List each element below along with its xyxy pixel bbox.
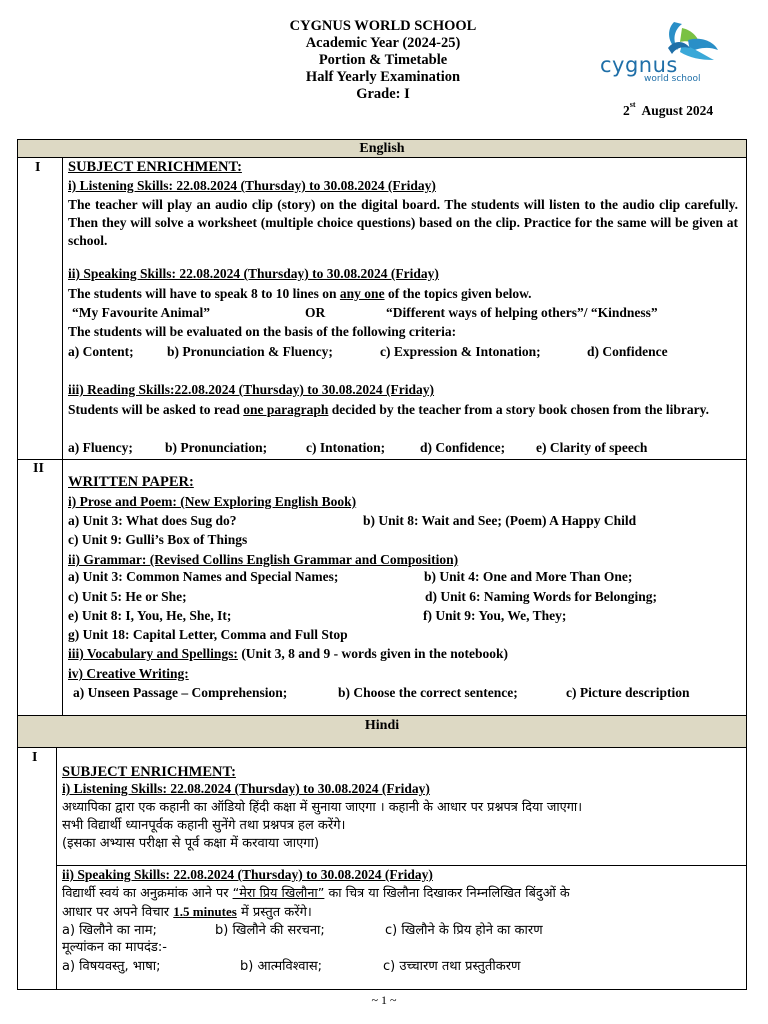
hindi-criteria-item: c) उच्चारण तथा प्रस्तुतीकरण xyxy=(383,959,521,974)
hindi-listening-title: i) Listening Skills: 22.08.2024 (Thursday) to 30.08.2024 (Friday) xyxy=(62,781,430,796)
hindi-listening-line: (इसका अभ्यास परीक्षा से पूर्व कक्षा में करवाया जाएगा) xyxy=(62,836,320,851)
syllabus-item: a) Unit 3: Common Names and Special Names; xyxy=(68,569,339,584)
syllabus-item: b) Unit 4: One and More Than One; xyxy=(424,569,633,584)
written-paper-heading: WRITTEN PAPER: xyxy=(68,474,194,490)
english-title: English xyxy=(359,141,405,156)
hindi-enrichment-heading: SUBJECT ENRICHMENT: xyxy=(62,764,236,780)
creative-title: iv) Creative Writing: xyxy=(68,666,189,681)
syllabus-item: a) Unseen Passage – Comprehension; xyxy=(73,685,288,700)
hindi-point: b) खिलौने की सरचना; xyxy=(215,923,325,938)
reading-criteria-item: d) Confidence; xyxy=(420,440,506,455)
syllabus-item: e) Unit 8: I, You, He, She, It; xyxy=(68,608,232,623)
enrichment-heading: SUBJECT ENRICHMENT: xyxy=(68,159,242,175)
criteria-item: c) Expression & Intonation; xyxy=(380,344,541,359)
listening-text: The teacher will play an audio clip (story) on the digital board. The students will listen to the audio clip carefully. Then they will solve a worksheet (multiple choice questions) based on the clip. Practice for the same will be given at school. xyxy=(68,197,738,248)
hindi-point: a) खिलौने का नाम; xyxy=(62,923,157,938)
hindi-speaking-line: आधार पर अपने विचार 1.5 minutes में प्रस्तुत करेंगे। xyxy=(62,904,312,920)
hindi-criteria-item: a) विषयवस्तु, भाषा; xyxy=(62,959,161,974)
speaking-title: ii) Speaking Skills: 22.08.2024 (Thursday) to 30.08.2024 (Friday) xyxy=(68,266,439,281)
page-number: ~ 1 ~ xyxy=(371,993,397,1007)
syllabus-item: b) Unit 8: Wait and See; (Poem) A Happy Child xyxy=(363,513,637,528)
syllabus-item: a) Unit 3: What does Sug do? xyxy=(68,513,237,528)
topic-one: “My Favourite Animal” xyxy=(72,305,210,320)
topic-two: “Different ways of helping others”/ “Kindness” xyxy=(386,305,658,320)
criteria-item: d) Confidence xyxy=(587,344,668,359)
hindi-listening-line: अध्यापिका द्वारा एक कहानी का ऑडियो हिंदी कक्षा में सुनाया जाएगा । कहानी के आधार पर प्रश्नपत्र दिया जाएगा। xyxy=(62,800,583,815)
criteria-item: a) Content; xyxy=(68,344,134,359)
grade-label: Grade: I xyxy=(356,86,410,102)
reading-instruction: Students will be asked to read one paragraph decided by the teacher from a story book chosen from the library. xyxy=(68,402,710,417)
vocabulary-line: iii) Vocabulary and Spellings: (Unit 3, 8 and 9 - words given in the notebook) xyxy=(68,646,508,661)
portion-title: Portion & Timetable xyxy=(318,52,448,68)
syllabus-item: b) Choose the correct sentence; xyxy=(338,685,518,700)
section-number: I xyxy=(32,750,38,765)
reading-criteria-item: c) Intonation; xyxy=(306,440,386,455)
hindi-point: c) खिलौने के प्रिय होने का कारण xyxy=(385,923,543,938)
prose-title: i) Prose and Poem: (New Exploring English Book) xyxy=(68,494,357,509)
hindi-column-divider xyxy=(56,747,57,990)
speaking-instruction: The students will have to speak 8 to 10 lines on any one of the topics given below. xyxy=(68,286,532,301)
school-logo xyxy=(596,18,726,86)
reading-criteria-item: a) Fluency; xyxy=(68,440,133,455)
hindi-criteria-intro: मूल्यांकन का मापदंड:- xyxy=(62,940,167,955)
reading-criteria-item: b) Pronunciation; xyxy=(165,440,268,455)
criteria-intro: The students will be evaluated on the basis of the following criteria: xyxy=(68,324,457,339)
grammar-title: ii) Grammar: (Revised Collins English Grammar and Composition) xyxy=(68,552,459,567)
hindi-speaking-title: ii) Speaking Skills: 22.08.2024 (Thursday) to 30.08.2024 (Friday) xyxy=(62,867,433,882)
english-title-band xyxy=(17,139,747,158)
syllabus-item: f) Unit 9: You, We, They; xyxy=(423,608,567,623)
english-row-divider xyxy=(17,459,747,460)
hindi-listening-line: सभी विद्यार्थी ध्यानपूर्वक कहानी सुनेंगे तथा प्रश्नपत्र हल करेंगे। xyxy=(62,818,346,833)
syllabus-item: d) Unit 6: Naming Words for Belonging; xyxy=(425,589,658,604)
hindi-row-divider xyxy=(56,865,747,866)
hindi-title-band xyxy=(17,715,747,748)
syllabus-item: c) Picture description xyxy=(566,685,690,700)
hindi-title: Hindi xyxy=(364,718,400,733)
section-number: II xyxy=(33,461,44,476)
listening-title: i) Listening Skills: 22.08.2024 (Thursday) to 30.08.2024 (Friday) xyxy=(68,178,436,193)
logo-subtext: world school xyxy=(644,74,701,84)
criteria-item: b) Pronunciation & Fluency; xyxy=(167,344,333,359)
reading-title: iii) Reading Skills:22.08.2024 (Thursday) to 30.08.2024 (Friday) xyxy=(68,382,435,397)
hindi-speaking-line: विद्यार्थी स्वयं का अनुक्रमांक आने पर “मेरा प्रिय खिलौना” का चित्र या खिलौना दिखाकर निम्नलिखित बिंदुओं के xyxy=(62,886,570,901)
school-name: CYGNUS WORLD SCHOOL xyxy=(289,18,477,34)
syllabus-item: c) Unit 5: He or She; xyxy=(68,589,187,604)
syllabus-item: g) Unit 18: Capital Letter, Comma and Full Stop xyxy=(68,627,348,642)
document-date: 2st August 2024 xyxy=(623,100,714,118)
logo-wordmark: cygnus xyxy=(600,53,678,77)
reading-criteria-item: e) Clarity of speech xyxy=(536,440,648,455)
section-number: I xyxy=(35,160,41,175)
topic-or: OR xyxy=(305,305,326,320)
academic-year: Academic Year (2024-25) xyxy=(305,35,461,51)
hindi-criteria-item: b) आत्मविश्वास; xyxy=(240,959,323,974)
english-column-divider xyxy=(62,157,63,716)
syllabus-item: c) Unit 9: Gulli’s Box of Things xyxy=(68,532,248,547)
exam-title: Half Yearly Examination xyxy=(305,69,461,85)
